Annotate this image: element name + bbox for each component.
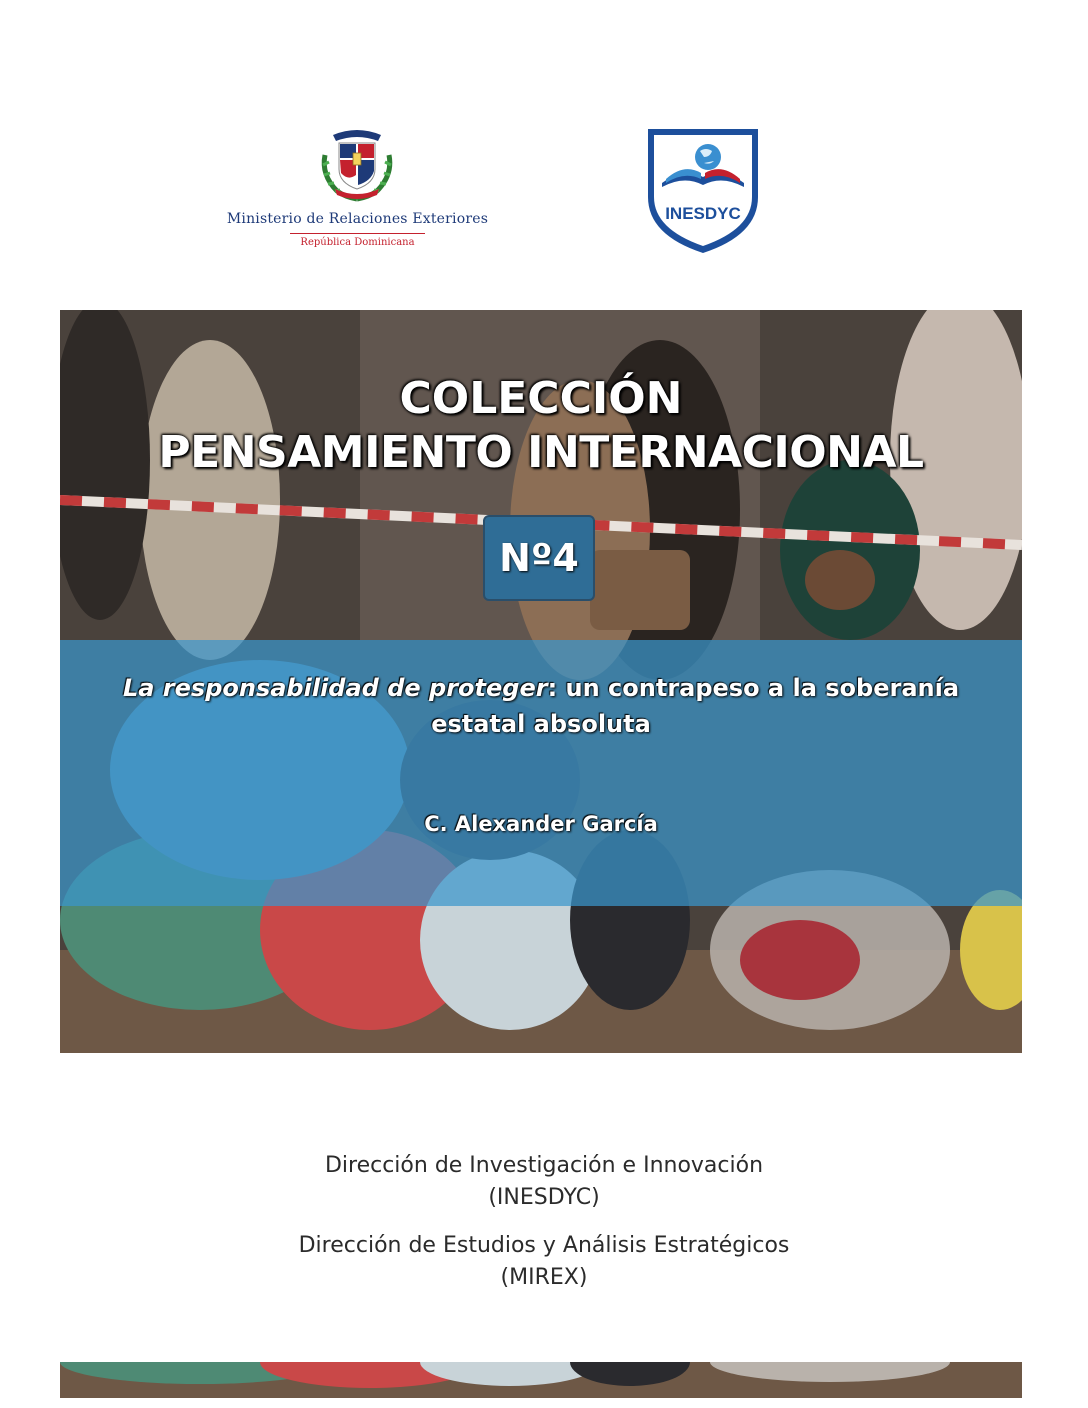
directorate-1: Dirección de Investigación e Innovación	[324, 1153, 764, 1178]
title-band	[60, 640, 1022, 906]
mirex-logo	[215, 125, 500, 255]
title-line-1: COLECCIÓN	[399, 373, 683, 424]
title-line-2: PENSAMIENTO INTERNACIONAL	[158, 427, 924, 478]
subtitle-italic: La responsabilidad de proteger	[122, 674, 548, 702]
bottom-photo-strip	[60, 1362, 1022, 1398]
dominican-republic-coat-of-arms-icon	[315, 125, 399, 203]
subtitle-rest: : un contrapeso a la soberanía estatal absoluta	[431, 674, 960, 738]
collection-title	[60, 372, 1022, 480]
publisher-info	[0, 1150, 1088, 1294]
directorate-2: Dirección de Estudios y Análisis Estratégicos	[298, 1233, 790, 1258]
luggage-strip-photo	[60, 1362, 1022, 1398]
directorate-2-acronym: (MIREX)	[500, 1265, 588, 1290]
ministry-country: República Dominicana	[300, 237, 415, 248]
divider	[290, 233, 425, 234]
issue-number-badge: Nº4	[483, 515, 595, 601]
book-subtitle	[120, 670, 962, 742]
ministry-name: Ministerio de Relaciones Exteriores	[226, 211, 489, 227]
author-name: C. Alexander García	[424, 812, 658, 836]
inesdyc-label: INESDYC	[665, 204, 741, 223]
cover-photo	[60, 310, 1022, 1053]
directorate-1-acronym: (INESDYC)	[488, 1185, 600, 1210]
inesdyc-shield-globe-book-icon	[644, 125, 762, 257]
